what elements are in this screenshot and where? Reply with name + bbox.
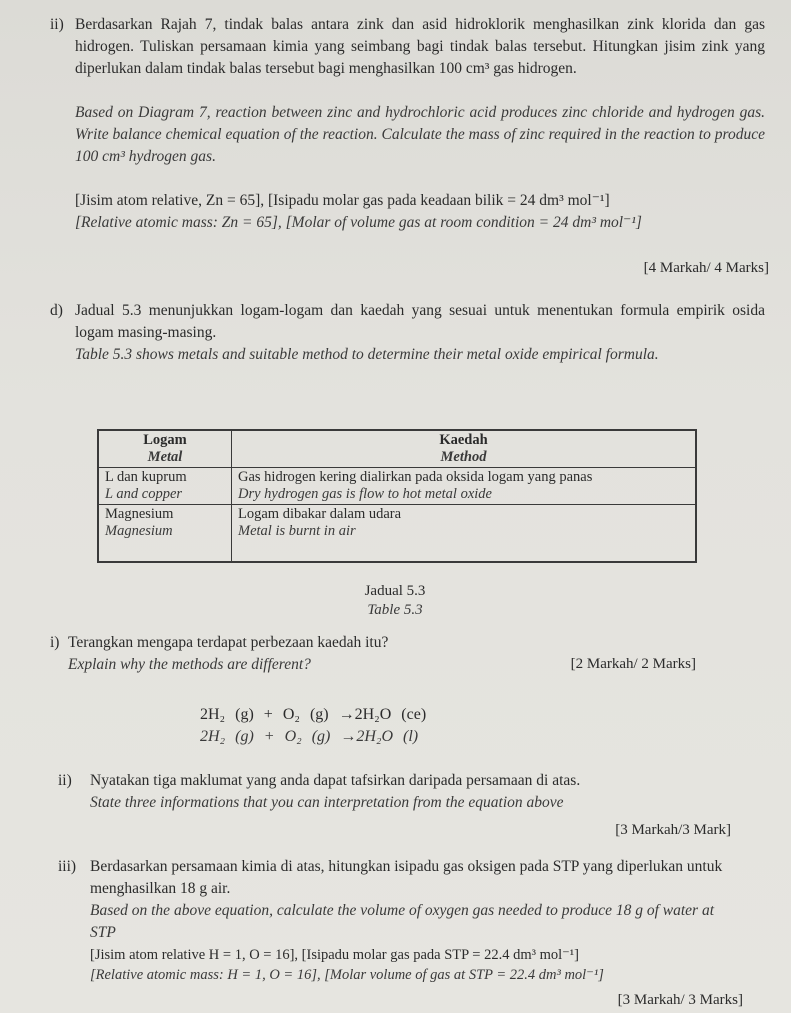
table-cell-metal: L dan kuprum L and copper	[98, 468, 232, 505]
question-text-malay: Terangkan mengapa terdapat perbezaan kaedah itu?	[68, 634, 389, 651]
table-caption-english: Table 5.3	[367, 602, 423, 618]
column-header-method: Kaedah Method	[232, 430, 697, 468]
table-row	[98, 505, 696, 563]
given-data-malay: [Jisim atom relative, Zn = 65], [Isipadu molar gas pada keadaan bilik = 24 dm³ mol⁻¹]	[75, 192, 610, 209]
marks-label: [3 Markah/3 Mark]	[615, 822, 731, 838]
question-text-malay: Berdasarkan Rajah 7, tindak balas antara zink dan asid hidroklorik menghasilkan zink klorida dan gas hidrogen. Tuliskan persamaan kimia yang seimbang bagi tindak balas tersebut. Hitungkan jisim zink yang diperlukan dalam tindak balas tersebut bagi menghasilkan 100 cm³ gas hidrogen.	[75, 16, 765, 77]
table-cell-metal: Magnesium Magnesium	[98, 505, 232, 563]
given-data-english: [Relative atomic mass: Zn = 65], [Molar of volume gas at room condition = 24 dm³ mol⁻¹]	[75, 214, 642, 231]
question-text-english: Based on the above equation, calculate the volume of oxygen gas needed to produce 18 g of water at STP	[90, 902, 715, 941]
table-header-row	[98, 430, 696, 468]
question-text-malay: Jadual 5.3 menunjukkan logam-logam dan kaedah yang sesuai untuk menentukan formula empirik osida logam masing-masing.	[75, 302, 765, 341]
table-row	[98, 468, 696, 505]
question-text-english: Table 5.3 shows metals and suitable method to determine their metal oxide empirical formula.	[75, 346, 659, 363]
question-number: d)	[50, 302, 63, 319]
column-header-metal: Logam Metal	[98, 430, 232, 468]
marks-label: [4 Markah/ 4 Marks]	[643, 260, 769, 276]
question-text-english: State three informations that you can interpretation from the equation above	[90, 794, 564, 811]
question-number: ii)	[58, 772, 72, 789]
question-text-english: Explain why the methods are different?	[68, 656, 311, 673]
table-caption-malay: Jadual 5.3	[364, 583, 426, 599]
question-text-malay: Berdasarkan persamaan kimia di atas, hitungkan isipadu gas oksigen pada STP yang diperlukan untuk menghasilkan 18 g air.	[90, 858, 723, 897]
table-cell-method: Gas hidrogen kering dialirkan pada oksida logam yang panas Dry hydrogen gas is flow to hot metal oxide	[232, 468, 697, 505]
question-text-malay: Nyatakan tiga maklumat yang anda dapat tafsirkan daripada persamaan di atas.	[90, 772, 581, 789]
question-number: ii)	[50, 16, 64, 33]
question-text-english: Based on Diagram 7, reaction between zinc and hydrochloric acid produces zinc chloride and hydrogen gas. Write balance chemical equation of the reaction. Calculate the mass of zinc required in the reaction to produce 100 cm³ hydrogen gas.	[75, 104, 765, 165]
question-number: i)	[50, 634, 60, 651]
chemical-equation-english: 2H₂ (g) + O₂ (g) →2H₂O (l)	[200, 728, 419, 745]
given-data-malay: [Jisim atom relative H = 1, O = 16], [Isipadu molar gas pada STP = 22.4 dm³ mol⁻¹]	[90, 947, 579, 963]
question-number: iii)	[58, 858, 77, 875]
marks-label: [3 Markah/ 3 Marks]	[617, 992, 743, 1008]
marks-label: [2 Markah/ 2 Marks]	[570, 656, 696, 672]
table-cell-method: Logam dibakar dalam udara Metal is burnt in air	[232, 505, 697, 563]
chemical-equation-malay: 2H₂ (g) + O₂ (g) →2H₂O (ce)	[200, 706, 427, 723]
given-data-english: [Relative atomic mass: H = 1, O = 16], [Molar volume of gas at STP = 22.4 dm³ mol⁻¹]	[90, 967, 604, 983]
metal-method-table	[97, 429, 697, 563]
